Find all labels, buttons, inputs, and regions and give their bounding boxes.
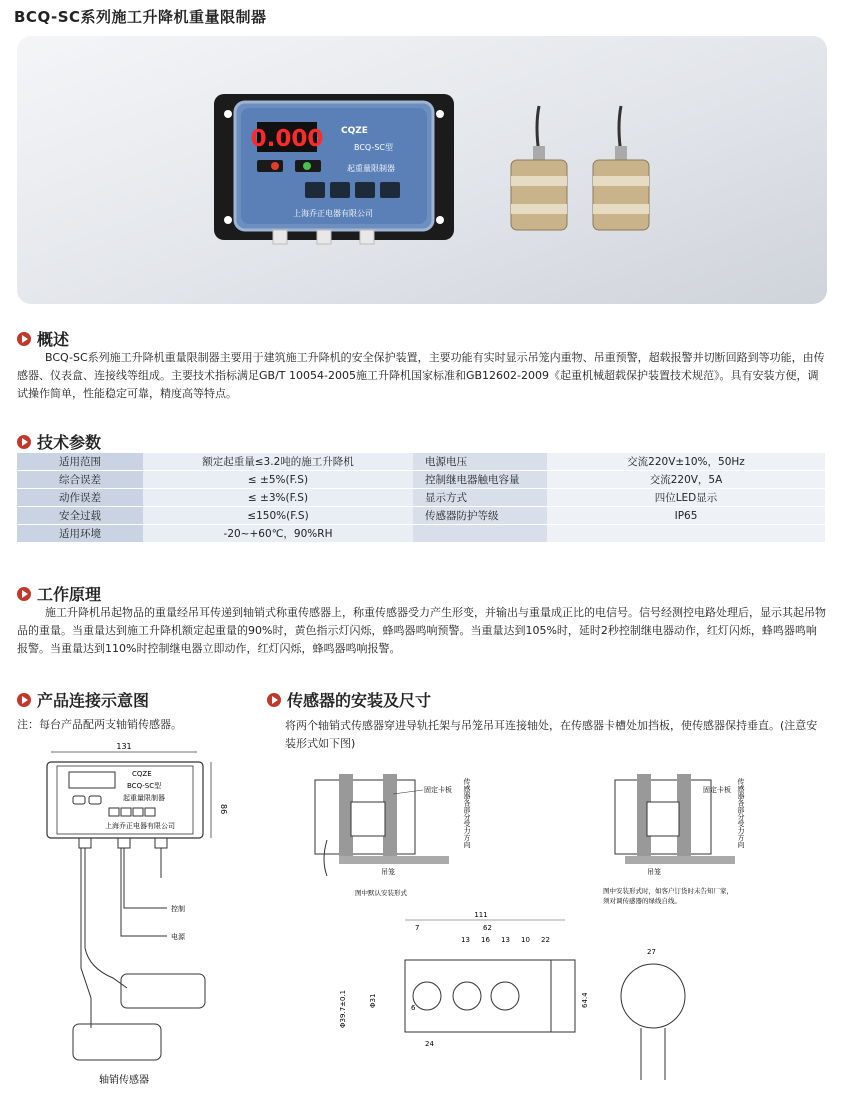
- spec-cell-k2: 显示方式: [413, 489, 547, 507]
- plate-label-left: 固定卡板: [424, 786, 452, 794]
- spec-row: [17, 471, 825, 489]
- specs-heading: 技术参数: [17, 430, 101, 453]
- spec-cell-v1: -20~+60℃，90%RH: [143, 525, 413, 543]
- device-company: 上海乔正电器有限公司: [293, 209, 373, 218]
- spec-row: [17, 453, 825, 471]
- spec-cell-v2: 四位LED显示: [547, 489, 825, 507]
- bracket-hole: [436, 216, 444, 224]
- bracket-hole: [224, 110, 232, 118]
- install-text: 将两个轴销式传感器穿进导轨托架与吊笼吊耳连接轴处，在传感器卡槽处加挡板，使传感器保持垂直。(注意安装形式如下图): [285, 719, 818, 750]
- spec-cell-k2: 传感器防护等级: [413, 507, 547, 525]
- caption-right-1: 图中安装形式时，如客户订货时未告知厂家，: [603, 887, 733, 895]
- box-brand: CQZE: [132, 770, 152, 778]
- device-brand: CQZE: [341, 126, 368, 136]
- spec-cell-k1: 综合误差: [17, 471, 143, 489]
- cage-label-right: 吊笼: [647, 868, 661, 876]
- svg-text:62: 62: [483, 924, 492, 932]
- caption-right-2: 须对调传感器的绿线自线。: [603, 897, 681, 905]
- box-name: 起重量限制器: [123, 794, 165, 802]
- connection-heading: 产品连接示意图: [17, 688, 149, 711]
- bullet-arrow-icon: [267, 693, 281, 707]
- caption-left: 图中默认安装形式: [355, 889, 407, 897]
- pin-sensor-2: [593, 106, 649, 230]
- dim-width: 131: [116, 742, 132, 751]
- bullet-arrow-icon: [17, 693, 31, 707]
- pin-sensor-1: [511, 106, 567, 230]
- box-model: BCQ-SC型: [127, 782, 162, 790]
- cage-label-left: 吊笼: [381, 868, 395, 876]
- bracket-hole: [224, 216, 232, 224]
- svg-text:16: 16: [481, 936, 490, 944]
- sensor-caption: 轴销传感器: [99, 1075, 149, 1086]
- spec-cell-k1: 安全过载: [17, 507, 143, 525]
- page-title: BCQ-SC系列施工升降机重量限制器: [14, 8, 267, 26]
- install-drawing-right: [603, 774, 735, 905]
- box-company: 上海乔正电器有限公司: [105, 822, 175, 830]
- spec-cell-v2: 交流220V±10%，50Hz: [547, 453, 825, 471]
- principle-text: 施工升降机吊起物品的重量经吊耳传递到轴销式称重传感器上，称重传感器受力产生形变，并输出与重量成正比的电信号。信号经测控电路处理后，显示其起吊物品的重量。当重量达到施工升降机额定起重量的90%时，黄色指示灯闪烁，蜂鸣器鸣响预警。当重量达到105%时，延时2秒控制继电器动作，红灯闪烁，蜂鸣器鸣响报警。当重量达到110%时控制继电器立即动作，红灯闪烁，蜂鸣器鸣响报警。: [17, 606, 826, 655]
- sensor-dimension-drawing: [339, 911, 685, 1080]
- led-value: 0.000: [250, 126, 324, 152]
- spec-cell-v1: 额定起重量≤3.2吨的施工升降机: [143, 453, 413, 471]
- device-model: BCQ-SC型: [354, 143, 394, 152]
- install-drawing-left: [315, 774, 452, 897]
- label-power: 电源: [171, 933, 185, 941]
- svg-text:Φ39.7±0.1: Φ39.7±0.1: [339, 989, 347, 1028]
- product-photo: [17, 36, 827, 304]
- force-label-left: 传感器各部分受力方向: [463, 778, 471, 848]
- svg-text:13: 13: [501, 936, 510, 944]
- svg-text:27: 27: [647, 948, 656, 956]
- bracket-hole: [436, 110, 444, 118]
- force-label-right: 传感器各部分受力方向: [737, 778, 745, 848]
- spec-row: [17, 507, 825, 525]
- connection-diagram: [17, 738, 257, 1094]
- bullet-arrow-icon: [17, 435, 31, 449]
- connection-note: 注：每台产品配两支轴销传感器。: [17, 718, 182, 731]
- spec-cell-v2: IP65: [547, 507, 825, 525]
- spec-cell-k2: 控制继电器触电容量: [413, 471, 547, 489]
- install-heading: 传感器的安装及尺寸: [267, 688, 431, 711]
- svg-text:10: 10: [521, 936, 530, 944]
- dim-height: 86: [219, 804, 228, 815]
- overview-text: BCQ-SC系列施工升降机重量限制器主要用于建筑施工升降机的安全保护装置，主要功能有实时显示吊笼内重物、吊重预警，超载报警并切断回路到等功能，由传感器、仪表盒、连接线等组成。主要技术指标满足GB/T 10054-2005施工升降机国家标准和GB12602-2009《起重机械超载保护装置技术规范》。具有安装方便，调试操作简单，性能稳定可靠，精度高等特点。: [17, 351, 825, 400]
- spec-cell-k1: 动作误差: [17, 489, 143, 507]
- spec-cell-k1: 适用范围: [17, 453, 143, 471]
- install-diagrams: [285, 760, 830, 1096]
- svg-text:22: 22: [541, 936, 550, 944]
- spec-row: [17, 489, 825, 507]
- red-led: [271, 162, 279, 170]
- pin-sensor-drawing-2: [73, 1024, 161, 1060]
- svg-text:7: 7: [415, 924, 420, 932]
- spec-cell-v2: 交流220V，5A: [547, 471, 825, 489]
- spec-cell-k1: 适用环境: [17, 525, 143, 543]
- green-led: [303, 162, 311, 170]
- svg-text:111: 111: [474, 911, 488, 919]
- spec-cell-k2: [413, 525, 547, 543]
- bullet-arrow-icon: [17, 332, 31, 346]
- svg-text:Φ31: Φ31: [369, 993, 377, 1008]
- spec-cell-v2: [547, 525, 825, 543]
- spec-cell-v1: ≤ ±5%(F.S): [143, 471, 413, 489]
- svg-text:13: 13: [461, 936, 470, 944]
- spec-table: [17, 453, 825, 543]
- spec-cell-v1: ≤150%(F.S): [143, 507, 413, 525]
- svg-text:24: 24: [425, 1040, 434, 1048]
- bullet-arrow-icon: [17, 587, 31, 601]
- label-control: 控制: [171, 905, 185, 913]
- pin-sensor-drawing-1: [121, 974, 205, 1008]
- spec-cell-v1: ≤ ±3%(F.S): [143, 489, 413, 507]
- svg-text:6: 6: [411, 1004, 416, 1012]
- spec-cell-k2: 电源电压: [413, 453, 547, 471]
- product-photo-panel: [17, 36, 827, 304]
- plate-label-right: 固定卡板: [703, 786, 731, 794]
- spec-row: [17, 525, 825, 543]
- principle-heading: 工作原理: [17, 582, 101, 605]
- device-name: 起重量限制器: [347, 164, 395, 173]
- svg-text:64.4: 64.4: [581, 992, 589, 1008]
- overview-heading: 概述: [17, 327, 69, 350]
